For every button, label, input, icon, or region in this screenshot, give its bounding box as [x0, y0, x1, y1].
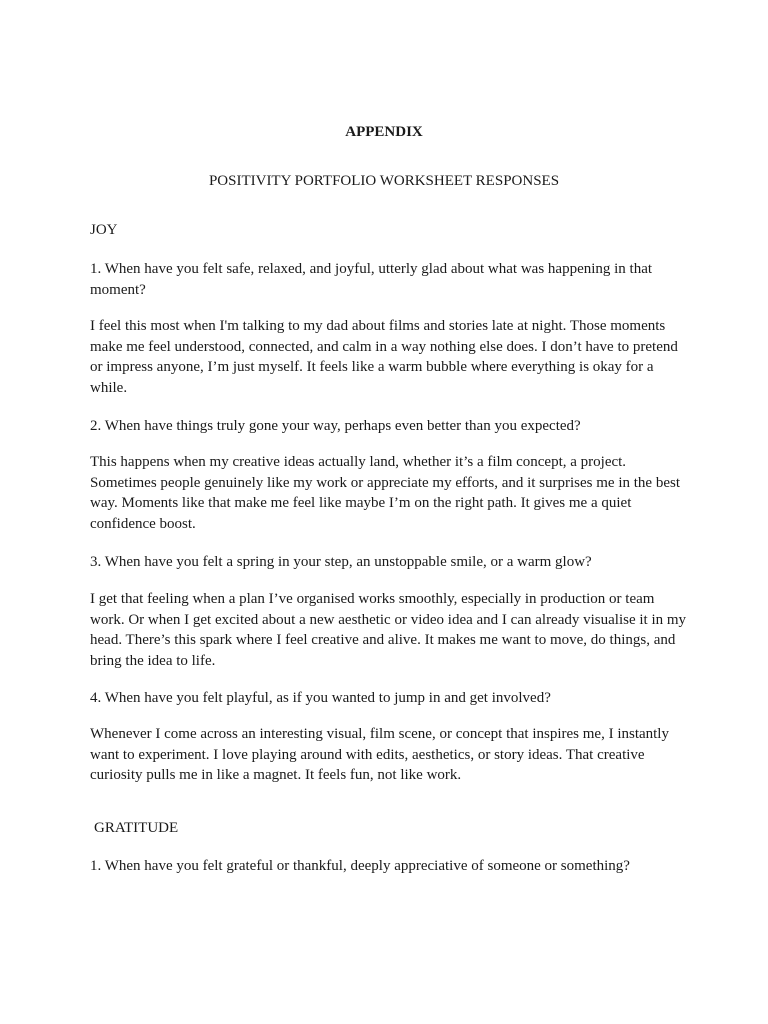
question-joy-3: 3. When have you felt a spring in your step, an unstoppable smile, or a warm glow?	[90, 554, 592, 570]
question-joy-4: 4. When have you felt playful, as if you wanted to jump in and get involved?	[90, 690, 551, 706]
question-gratitude-1: 1. When have you felt grateful or thankful, deeply appreciative of someone or something?	[90, 858, 630, 874]
question-joy-2: 2. When have things truly gone your way, perhaps even better than you expected?	[90, 418, 581, 434]
page-title: APPENDIX	[345, 124, 423, 140]
answer-joy-3: I get that feeling when a plan I’ve organised works smoothly, especially in production or team work. Or when I get excited about a new aesthetic or video idea and I can already visualise it in my head. There’s this spark where I feel creative and alive. It makes me want to move, do things, and bring the idea to life.	[90, 591, 687, 669]
question-joy-1: 1. When have you felt safe, relaxed, and joyful, utterly glad about what was happening in that moment?	[90, 261, 653, 298]
answer-joy-1: I feel this most when I'm talking to my dad about films and stories late at night. Those moments make me feel understood, connected, and calm in a way nothing else does. I don’t have to pretend or impress anyone, I’m just myself. It feels like a warm bubble where everything is okay for a while.	[90, 318, 678, 396]
page-subtitle: POSITIVITY PORTFOLIO WORKSHEET RESPONSES	[208, 173, 560, 189]
section-heading-joy: JOY	[90, 222, 118, 238]
answer-joy-2: This happens when my creative ideas actually land, whether it’s a film concept, a project. Sometimes people genuinely like my work or appreciate my efforts, and it surprises me in the best way. Moments like that make me feel like maybe I’m on the right path. It gives me a quiet confidence boost.	[90, 454, 680, 532]
answer-joy-4: Whenever I come across an interesting visual, film scene, or concept that inspires me, I instantly want to experiment. I love playing around with edits, aesthetics, or story ideas. That creative curiosity pulls me in like a magnet. It feels fun, not like work.	[90, 726, 669, 783]
section-heading-gratitude: GRATITUDE	[94, 820, 179, 836]
